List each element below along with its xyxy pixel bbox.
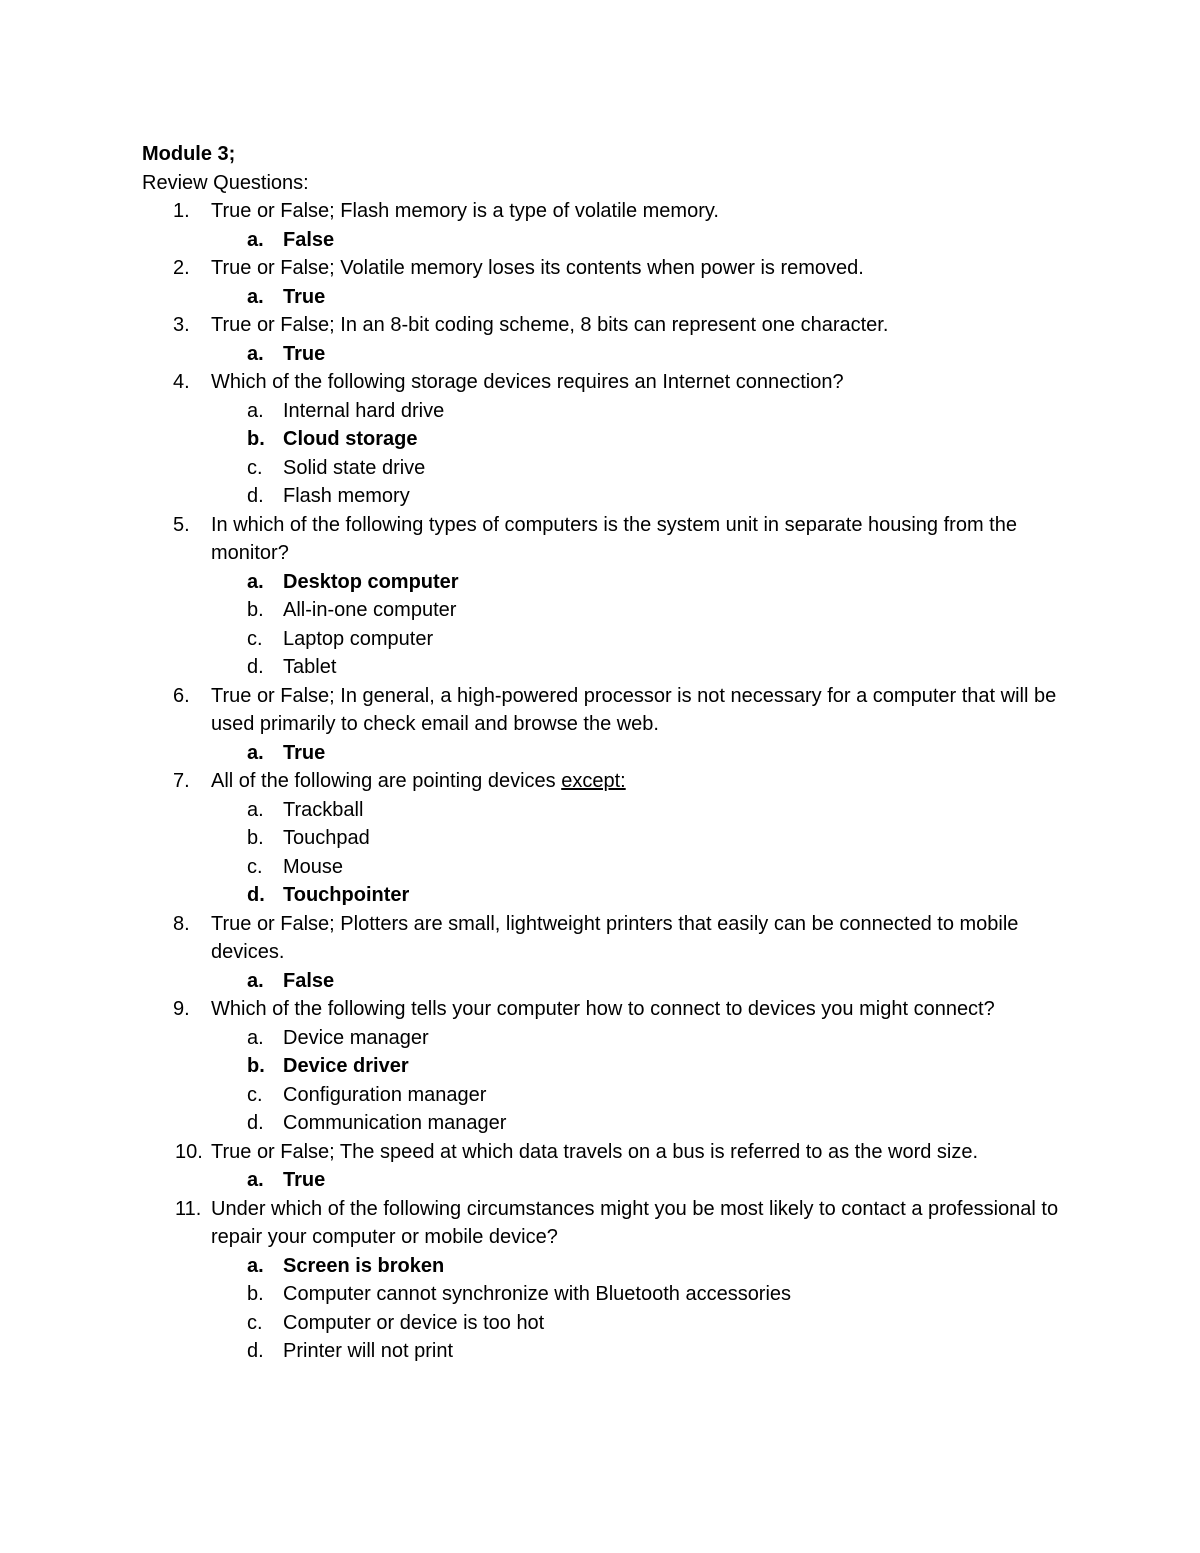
question-text: True or False; In an 8-bit coding scheme, 8 bits can represent one character. (211, 314, 889, 336)
answer-list (211, 340, 1062, 369)
answer-text: Tablet (283, 656, 337, 678)
answer-letter: a. (247, 228, 264, 251)
question-number: 6. (173, 684, 190, 707)
answer-text: Mouse (283, 855, 344, 878)
answer-letter: a. (247, 1254, 264, 1277)
question-number: 7. (173, 770, 190, 792)
answer-letter: b. (247, 827, 264, 849)
answer-list (211, 796, 1062, 910)
answer-text: True (283, 285, 326, 308)
answer-option (142, 1337, 1062, 1366)
answer-list (211, 568, 1062, 682)
answer-correct (142, 283, 1062, 312)
document-subtitle: Review Questions: (142, 171, 309, 194)
answer-correct (142, 1252, 1062, 1281)
question-emphasis: except: (561, 770, 626, 792)
question-text: True or False; Plotters are small, lightweight printers that easily can be connected to mobile devices. (211, 912, 1019, 963)
question-item (142, 1195, 1062, 1366)
question-list (142, 197, 1062, 1366)
question-text: True or False; Flash memory is a type of volatile memory. (211, 200, 719, 222)
answer-text: Cloud storage (283, 428, 418, 450)
answer-letter: d. (247, 656, 264, 678)
question-number: 8. (173, 912, 190, 935)
answer-correct (142, 967, 1062, 996)
question-number: 9. (173, 998, 190, 1020)
answer-text: True (283, 741, 326, 764)
answer-letter: d. (247, 1340, 264, 1362)
answer-list (211, 967, 1062, 996)
answer-text: Internal hard drive (283, 399, 445, 422)
question-text: True or False; Volatile memory loses its contents when power is removed. (211, 257, 864, 279)
answer-option (142, 653, 1062, 682)
answer-letter: a. (247, 1169, 264, 1191)
question-item (142, 682, 1062, 768)
answer-correct (142, 568, 1062, 597)
question-item (142, 368, 1062, 511)
answer-text: Flash memory (283, 485, 410, 507)
answer-letter: a. (247, 741, 264, 764)
answer-letter: b. (247, 1283, 264, 1305)
question-item (142, 197, 1062, 254)
answer-letter: a. (247, 969, 264, 992)
question-item (142, 511, 1062, 682)
question-item (142, 910, 1062, 996)
answer-correct (142, 881, 1062, 910)
answer-option (142, 596, 1062, 625)
answer-text: False (283, 228, 335, 251)
answer-letter: d. (247, 485, 264, 507)
answer-text: Solid state drive (283, 456, 426, 479)
document-title: Module 3; (142, 143, 236, 165)
answer-text: Computer or device is too hot (283, 1311, 545, 1334)
answer-text: True (283, 1169, 326, 1191)
question-item (142, 767, 1062, 910)
answer-letter: a. (247, 342, 264, 365)
answer-option (142, 796, 1062, 825)
answer-letter: a. (247, 399, 264, 422)
answer-option (142, 824, 1062, 853)
answer-list (211, 1166, 1062, 1195)
question-item (142, 254, 1062, 311)
answer-text: Device driver (283, 1055, 409, 1077)
answer-option (142, 625, 1062, 654)
answer-correct (142, 1052, 1062, 1081)
answer-text: Desktop computer (283, 570, 459, 593)
answer-option (142, 1081, 1062, 1110)
question-number: 11. (175, 1197, 202, 1220)
answer-letter: d. (247, 884, 265, 906)
answer-letter: b. (247, 1055, 265, 1077)
answer-text: Communication manager (283, 1112, 507, 1134)
question-number: 10. (175, 1140, 203, 1163)
answer-list (211, 283, 1062, 312)
question-number: 5. (173, 513, 190, 536)
answer-list (211, 226, 1062, 255)
answer-text: Device manager (283, 1026, 429, 1049)
question-text: Under which of the following circumstances might you be most likely to contact a professional to repair your computer or mobile device? (211, 1197, 1059, 1248)
question-number: 1. (173, 200, 190, 222)
answer-letter: c. (247, 456, 263, 479)
answer-option (142, 1280, 1062, 1309)
question-number: 4. (173, 371, 190, 393)
question-text: True or False; The speed at which data travels on a bus is referred to as the word size. (211, 1140, 979, 1163)
question-text: Which of the following storage devices requires an Internet connection? (211, 371, 844, 393)
answer-text: Computer cannot synchronize with Bluetooth accessories (283, 1283, 792, 1305)
question-text: All of the following are pointing devices (211, 770, 562, 792)
answer-list (211, 739, 1062, 768)
question-text: True or False; In general, a high-powered processor is not necessary for a computer that will be used primarily to check email and browse the web. (211, 684, 1057, 735)
answer-text: Trackball (283, 798, 364, 821)
answer-letter: a. (247, 570, 264, 593)
answer-list (211, 1252, 1062, 1366)
answer-correct (142, 1166, 1062, 1195)
answer-option (142, 482, 1062, 511)
answer-text: All-in-one computer (283, 599, 457, 621)
answer-list (211, 1024, 1062, 1138)
answer-option (142, 454, 1062, 483)
answer-correct (142, 739, 1062, 768)
document-content (142, 140, 1062, 1366)
answer-correct (142, 340, 1062, 369)
answer-text: True (283, 342, 326, 365)
question-text: Which of the following tells your computer how to connect to devices you might connect? (211, 998, 995, 1020)
answer-text: Configuration manager (283, 1083, 487, 1106)
answer-letter: b. (247, 599, 264, 621)
answer-letter: a. (247, 798, 264, 821)
answer-correct (142, 425, 1062, 454)
answer-text: Touchpad (283, 827, 370, 849)
answer-letter: d. (247, 1112, 264, 1134)
answer-list (211, 397, 1062, 511)
question-item (142, 1138, 1062, 1195)
answer-letter: c. (247, 627, 263, 650)
answer-letter: b. (247, 428, 265, 450)
answer-option (142, 397, 1062, 426)
answer-option (142, 1024, 1062, 1053)
answer-letter: a. (247, 1026, 264, 1049)
answer-option (142, 1309, 1062, 1338)
question-item (142, 311, 1062, 368)
answer-text: Laptop computer (283, 627, 434, 650)
answer-text: Printer will not print (283, 1340, 454, 1362)
answer-letter: c. (247, 1083, 263, 1106)
answer-text: Screen is broken (283, 1254, 445, 1277)
answer-correct (142, 226, 1062, 255)
question-number: 2. (173, 257, 190, 279)
question-item (142, 995, 1062, 1138)
answer-text: Touchpointer (283, 884, 410, 906)
answer-letter: c. (247, 855, 263, 878)
answer-text: False (283, 969, 335, 992)
answer-letter: a. (247, 285, 264, 308)
answer-letter: c. (247, 1311, 263, 1334)
question-text: In which of the following types of computers is the system unit in separate housing from the monitor? (211, 513, 1017, 564)
answer-option (142, 1109, 1062, 1138)
question-number: 3. (173, 314, 190, 336)
answer-option (142, 853, 1062, 882)
